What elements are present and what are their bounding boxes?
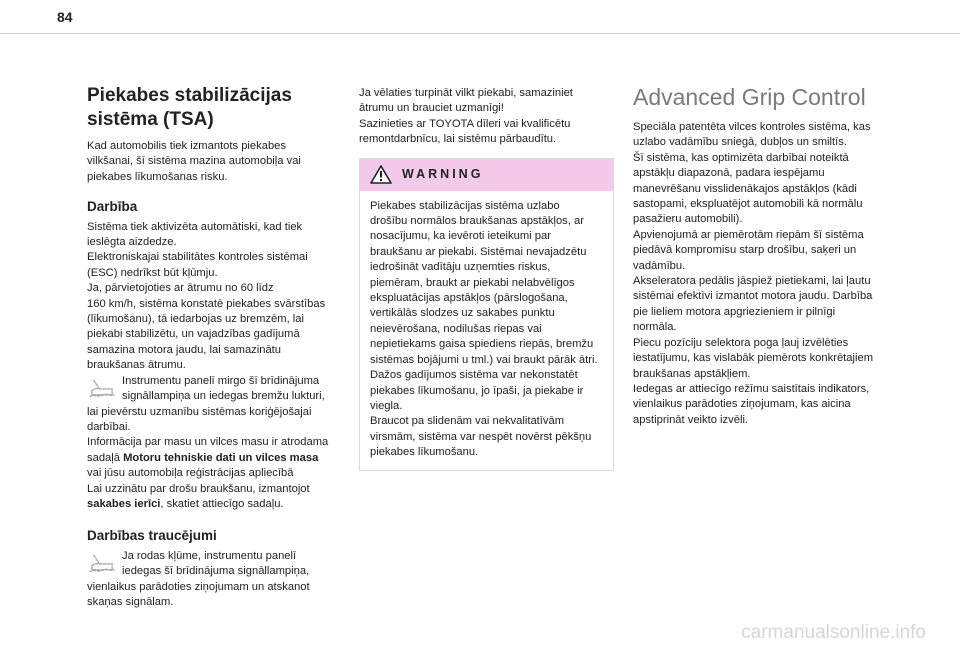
- faults-text: Ja rodas kļūme, instrumentu panelī iedegas šī brīdinājuma signāllampiņa, vienlaikus parādoties ziņojumam un atskanot skaņas signālam.: [87, 549, 310, 608]
- warning-text: Piekabes stabilizācijas sistēma uzlabo drošību normālos braukšanas apstākļos, ar nosacījumu, ka ievēroti ieteikumi par braukšanu ar piekabi. Sistēmai nevajadzētu iedrošināt vadītāju uzņemties riskus, piemēram, braukt ar piekabi nelabvēlīgos ekspluatācijas apstākļos (pārslogošana, vertikālās slodzes uz sakabes punktu neievērošana, nodilušas riepas vai nepietiekams gaisa spiediens riepās, bremžu sistēmas bojājumi u tml.) vai braukt pārāk ātri. Dažos gadījumos sistēma var nekonstatēt piekabes līkumošanu, jo īpaši, ja piekabe ir viegla. Braucot pa slidenām vai nekvalitatīvām virsmām, sistēma var nespēt novērst pēkšņu piekabes līkumošanu.: [370, 199, 598, 459]
- column-agc: [633, 84, 895, 428]
- safety-text-bold: sakabes ierīci: [87, 497, 161, 510]
- warning-header: [360, 159, 613, 191]
- column-middle: [359, 86, 614, 471]
- tsa-title: [87, 84, 342, 132]
- faults-heading: Darbības traucējumi: [87, 528, 217, 544]
- lamp-paragraph: [87, 374, 342, 436]
- warning-title: WARNING: [402, 166, 484, 181]
- agc-title: Advanced Grip Control: [633, 84, 866, 110]
- info-text-pre: Informācija par masu un vilces masu ir atrodama sadaļā: [87, 436, 329, 464]
- lamp-text: Instrumentu panelī mirgo šī brīdinājuma signāllampiņa un iedegas bremžu lukturi, lai pievērstu uzmanību sistēmas koriģējošajai darbībai.: [87, 374, 325, 433]
- trailer-sway-fault-lamp-icon: [87, 552, 116, 574]
- operation-heading: Darbība: [87, 199, 138, 215]
- info-text-post: vai jūsu automobiļa reģistrācijas apliecībā: [87, 467, 294, 480]
- info-text-bold: Motoru tehniskie dati un vilces masa: [123, 451, 319, 464]
- safety-text-post: , skatiet attiecīgo sadaļu.: [160, 497, 284, 510]
- header-divider: [0, 33, 960, 34]
- safety-text: [87, 482, 342, 513]
- column-tsa: [87, 84, 342, 610]
- warning-box: [359, 158, 614, 471]
- page-number: 84: [57, 9, 73, 25]
- operation-text: Sistēma tiek aktivizēta automātiski, kad tiek ieslēgta aizdedze. Elektroniskajai stabilitātes kontroles sistēmai (ESC) nedrīkst būt kļūmju. Ja, pārvietojoties ar ātrumu no 60 līdz 160 km/h, sistēma konstatē piekabes svārstības (līkumošanu), tā iedarbojas uz bremzēm, lai piekabi stabilizētu, un vajadzības gadījumā samazina motora jaudu, lai samazinātu braukšanas ātrumu.: [87, 220, 326, 372]
- tsa-title-text: Piekabes stabilizācijas sistēma (TSA): [87, 85, 292, 130]
- warning-triangle-icon: [370, 165, 392, 184]
- info-text: [87, 435, 342, 481]
- tsa-intro: Kad automobilis tiek izmantots piekabes vilkšanai, šī sistēma mazina automobiļa vai piekabes līkumošanas risku.: [87, 140, 301, 183]
- faults-paragraph: [87, 549, 342, 611]
- trailer-sway-warning-lamp-icon: [87, 377, 116, 399]
- safety-text-pre: Lai uzzinātu par drošu braukšanu, izmantojot: [87, 482, 310, 495]
- agc-text: Speciāla patentēta vilces kontroles sistēma, kas uzlabo vadāmību sniegā, dubļos un smiltīs. Šī sistēma, kas optimizēta darbībai noteiktā apstākļu diapazonā, padara iespējamu manevrēšanu visslidenākajos apstākļos (kādi sastopami, ekspluatējot automobili kā normālu pasažieru automobili). Apvienojumā ar piemērotām riepām šī sistēma piedāvā kompromisu starp drošību, saķeri un vadāmību. Akseleratora pedālis jāspiež pietiekami, lai ļautu sistēmai efektīvi izmantot motora jaudu. Darbība pie lieliem motora apgriezieniem ir pilnīgi normāla. Piecu pozīciju selektora poga ļauj izvēlēties iestatījumu, kas vislabāk piemērots konkrētajiem braukšanas apstākļiem. Iedegas ar attiecīgo režīmu saistītais indikators, vienlaikus parādoties ziņojumam, kas aicina apstiprināt veikto izvēli.: [633, 121, 874, 426]
- watermark: carmanualsonline.info: [741, 622, 926, 643]
- middle-intro: Ja vēlaties turpināt vilkt piekabi, samaziniet ātrumu un brauciet uzmanīgi! Sazinieties ar TOYOTA dīleri vai kvalificētu remontdarbnīcu, lai sistēmu pārbaudītu.: [359, 87, 573, 146]
